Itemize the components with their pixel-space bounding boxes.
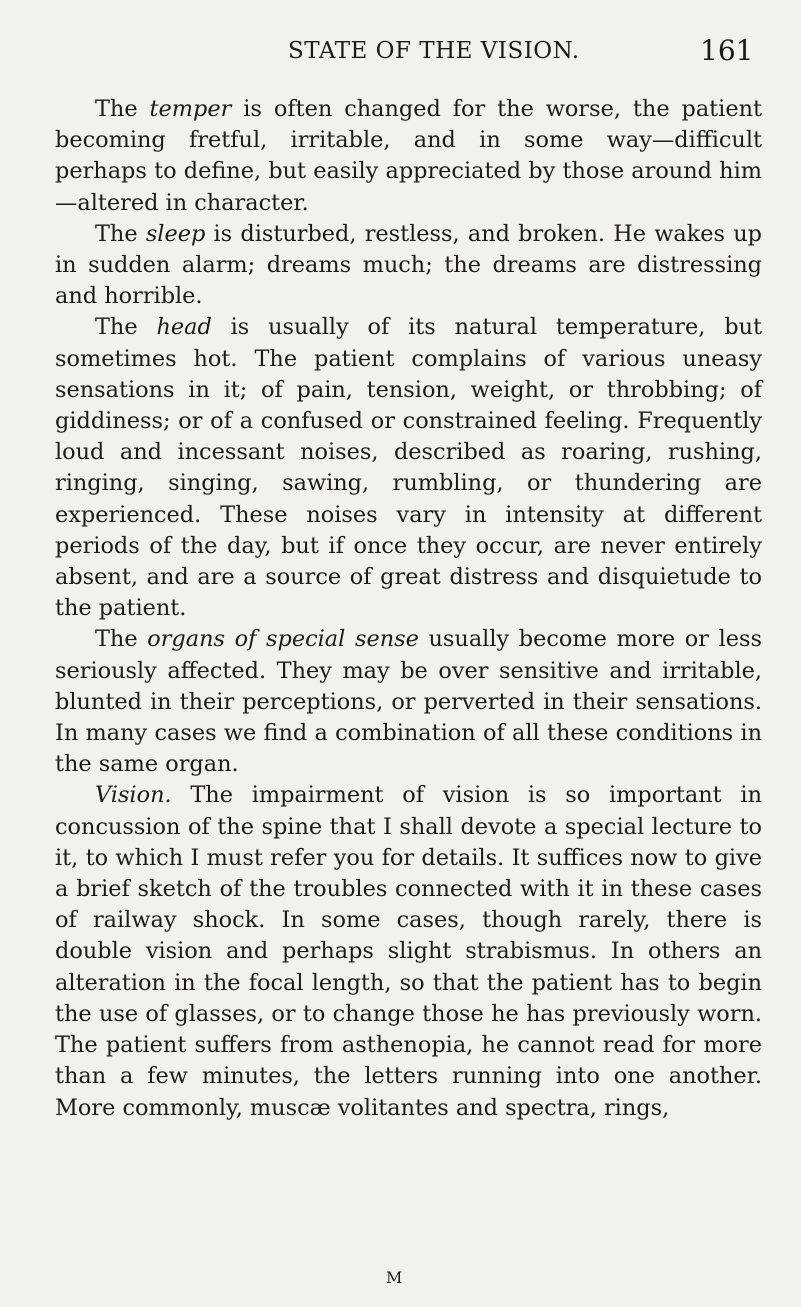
paragraph-text: is usually of its natural temperature, but sometimes hot. The patient complains of various uneasy sensations in it; of pain, tension, weight, or throbbing; of giddiness; or of a confused or constrained feeling. Frequently loud and incessant noises, described as roaring, rushing, ringing, singing, sawing, rumbling, or thundering are experienced. These noises vary in intensity at different periods of the day, but if once they occur, are never entirely absent, and are a source of great distress and disquietude to the patient. (55, 314, 762, 622)
paragraph-text: is often changed for the worse, the patient becoming fretful, irritable, and in some way—difficult perhaps to define, but easily appreciated by those around him—altered in character. (55, 96, 763, 216)
italic-term: temper (149, 96, 232, 122)
signature-mark: M (386, 1268, 403, 1287)
running-head (0, 34, 801, 74)
paragraph-text: The impairment of vision is so important in concussion of the spine that I shall devote a special lecture to it, to which I must refer you for details. It suffices now to give a brief sketch of the troubles connected with it in these cases of railway shock. In some cases, though rarely, there is double vision and perhaps slight strabismus. In others an alteration in the focal length, so that the patient has to begin the use of glasses, or to change those he has previously worn. The patient suffers from asthenopia, he cannot read for more than a few minutes, the letters running into one another. More commonly, muscæ volitantes and spectra, rings, (55, 782, 762, 1121)
paragraph-vision (55, 780, 762, 1123)
paragraph-text: is disturbed, restless, and broken. He wakes up in sudden alarm; dreams much; the dreams are distressing and horrible. (55, 220, 762, 310)
paragraph-lead: The (95, 314, 157, 341)
paragraph-lead: The (95, 220, 146, 247)
italic-term: sleep (145, 220, 206, 247)
italic-term: head (156, 314, 212, 341)
body-text (55, 94, 762, 1124)
paragraph-lead: The (95, 96, 150, 122)
paragraph-special-sense (55, 624, 762, 780)
paragraph-text: usually become more or less seriously affected. They may be over sensitive and irritable, blunted in their perceptions, or perverted in their sensations. In many cases we find a combination of all these conditions in the same organ. (55, 626, 762, 778)
paragraph-sleep (55, 219, 762, 313)
paragraph-temper (55, 94, 762, 219)
running-title: STATE OF THE VISION. (288, 38, 580, 64)
paragraph-head (55, 312, 762, 624)
page-number: 161 (700, 34, 754, 67)
paragraph-lead: The (95, 626, 148, 653)
italic-term: organs of special sense (147, 626, 419, 653)
italic-term: Vision. (95, 782, 172, 809)
